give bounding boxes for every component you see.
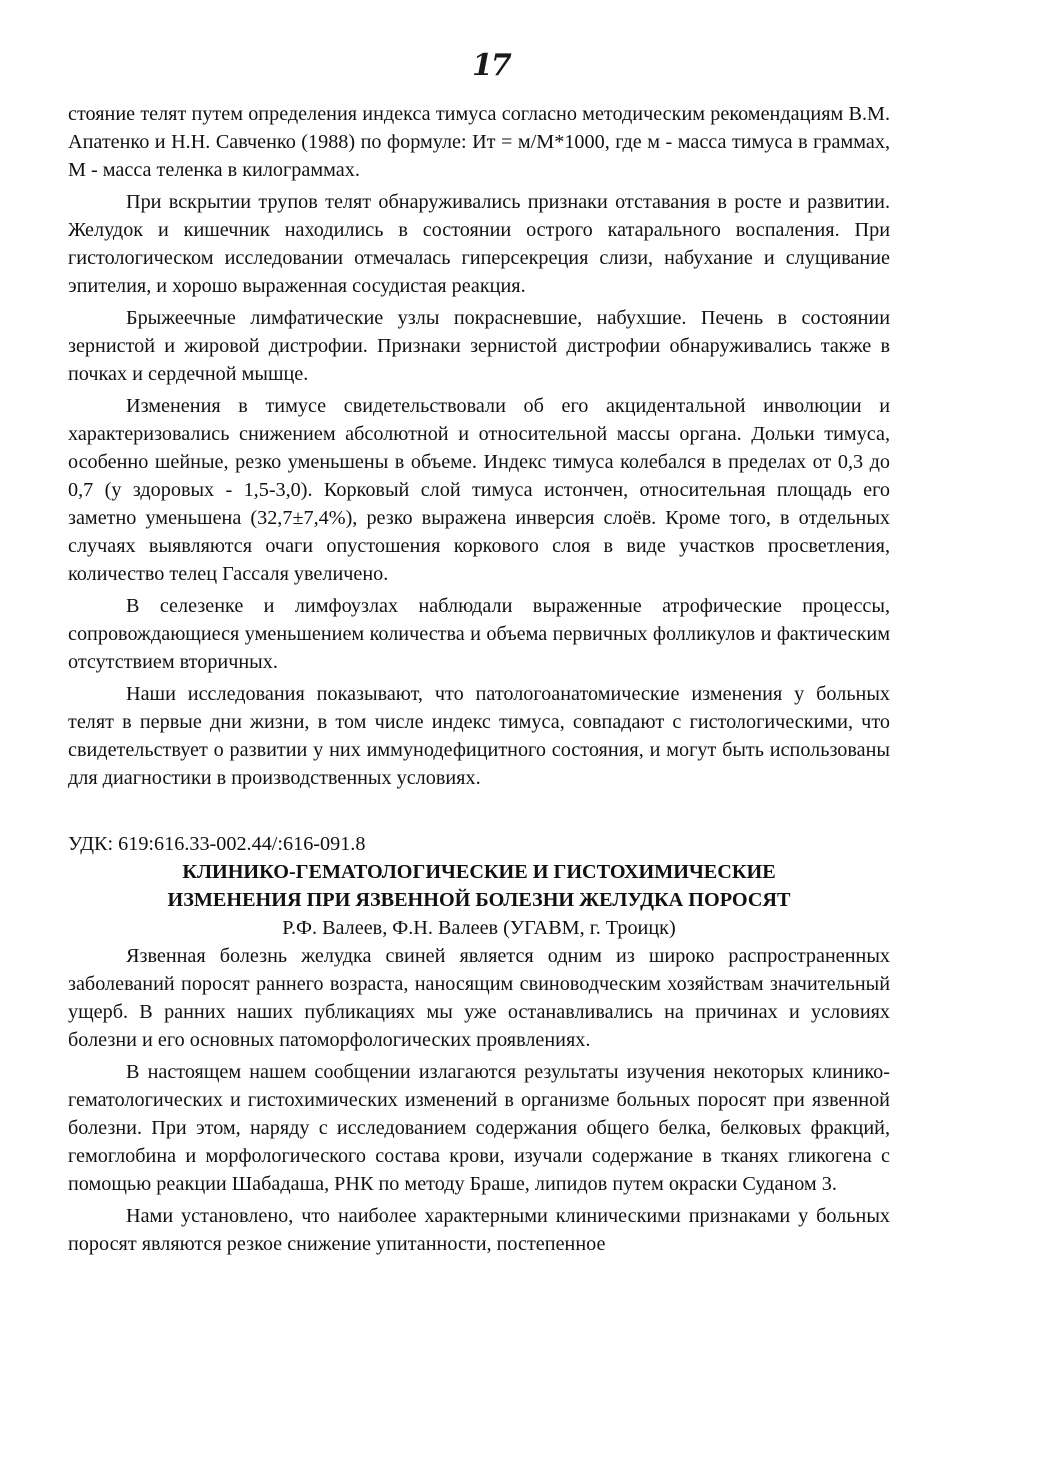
text-column [68, 100, 890, 1258]
page-number: 17 [472, 48, 510, 83]
article-paragraph-intro: Язвенная болезнь желудка свиней является одним из широко распространенных заболеваний поросят раннего возраста, наносящим свиноводческим хозяйствам значительный ущерб. В ранних наших публикациях мы уже останавливались на причинах и условиях болезни и его основных патоморфологических проявлениях. [68, 945, 890, 1051]
paragraph-thymus: Изменения в тимусе свидетельствовали об его акцидентальной инволюции и характеризовались снижением абсолютной и относительной массы органа. Дольки тимуса, особенно шейные, резко уменьшены в объеме. Индекс тимуса колебался в пределах от 0,3 до 0,7 (у здоровых - 1,5-3,0). Корковый слой тимуса истончен, относительная площадь его заметно уменьшена (32,7±7,4%), резко выражена инверсия слоёв. Кроме того, в отдельных случаях выявляются очаги опустошения коркового слоя в виде участков просветления, количество телец Гассаля увеличено. [68, 395, 890, 585]
paragraph-continued: стояние телят путем определения индекса тимуса согласно методическим рекомендациям В.М. Апатенко и Н.Н. Савченко (1988) по формуле: Ит = м/М*1000, где м - масса тимуса в граммах, М - масса теленка в килограммах. [68, 103, 890, 181]
udc-code: УДК: 619:616.33-002.44/:616-091.8 [68, 833, 366, 855]
paragraph-lymph-nodes: Брыжеечные лимфатические узлы покрасневшие, набухшие. Печень в состоянии зернистой и жировой дистрофии. Признаки зернистой дистрофии обнаруживались также в почках и сердечной мышце. [68, 307, 890, 385]
article-title-line-2: ИЗМЕНЕНИЯ ПРИ ЯЗВЕННОЙ БОЛЕЗНИ ЖЕЛУДКА ПОРОСЯТ [167, 889, 791, 911]
article-title-line-1: КЛИНИКО-ГЕМАТОЛОГИЧЕСКИЕ И ГИСТОХИМИЧЕСКИЕ [182, 861, 776, 883]
paragraph-autopsy: При вскрытии трупов телят обнаруживались признаки отставания в росте и развитии. Желудок и кишечник находились в состоянии острого катарального воспаления. При гистологическом исследовании отмечалась гиперсекреция слизи, набухание и слущивание эпителия, и хорошо выраженная сосудистая реакция. [68, 191, 890, 297]
paragraph-conclusion: Наши исследования показывают, что патологоанатомические изменения у больных телят в первые дни жизни, в том числе индекс тимуса, совпадают с гистологическими, что свидетельствует о развитии у них иммунодефицитного состояния, и могут быть использованы для диагностики в производственных условиях. [68, 683, 890, 789]
article-authors: Р.Ф. Валеев, Ф.Н. Валеев (УГАВМ, г. Троицк) [282, 917, 676, 939]
article-paragraph-results: Нами установлено, что наиболее характерными клиническими признаками у больных поросят являются резкое снижение упитанности, постепенное [68, 1205, 890, 1255]
paragraph-spleen: В селезенке и лимфоузлах наблюдали выраженные атрофические процессы, сопровождающиеся уменьшением количества и объема первичных фолликулов и фактическим отсутствием вторичных. [68, 595, 890, 673]
article-paragraph-methods: В настоящем нашем сообщении излагаются результаты изучения некоторых клинико-гематологических и гистохимических изменений в организме больных поросят при язвенной болезни. При этом, наряду с исследованием содержания общего белка, белковых фракций, гемоглобина и морфологического состава крови, изучали содержание в тканях гликогена с помощью реакции Шабадаша, РНК по методу Браше, липидов путем окраски Суданом 3. [68, 1061, 890, 1195]
